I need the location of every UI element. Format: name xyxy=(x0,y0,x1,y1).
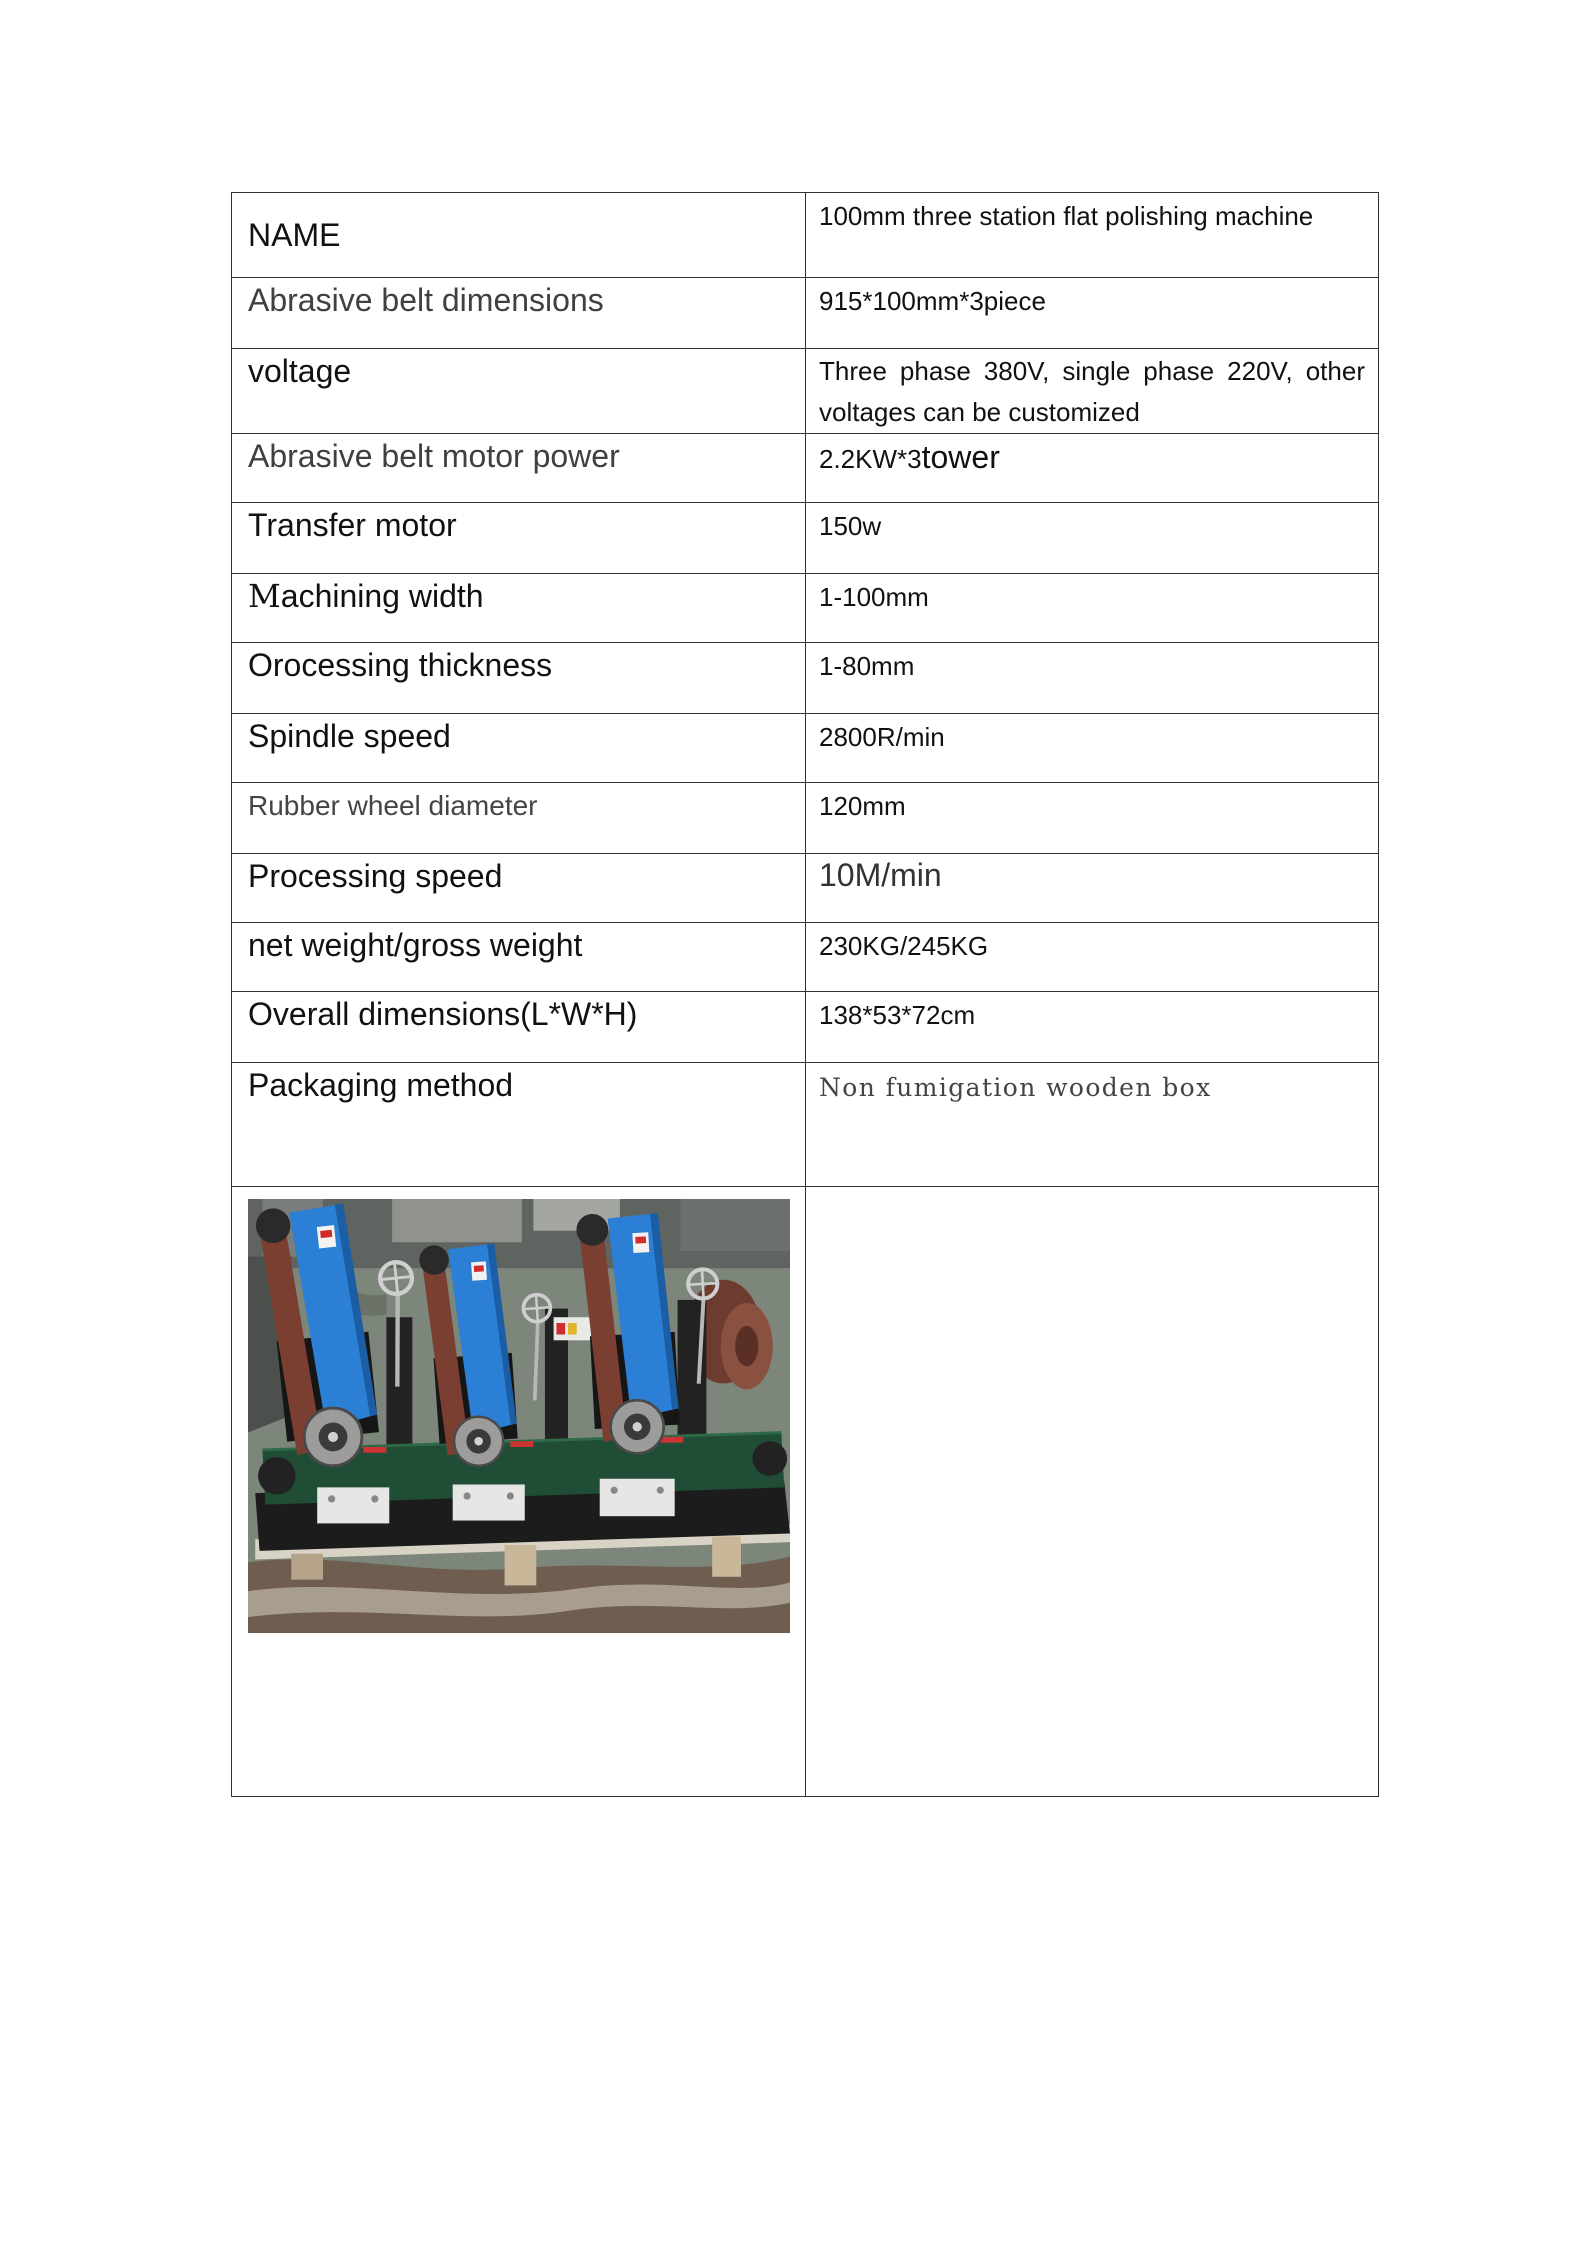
spec-label-net-gross-weight: net weight/gross weight xyxy=(232,923,806,992)
pallet-post xyxy=(505,1545,537,1585)
motor-power-value: 2.2KW*3 xyxy=(819,444,922,474)
spec-value-voltage: Three phase 380V, single phase 220V, other voltages can be customized xyxy=(806,349,1379,434)
spec-label-processing-speed: Processing speed xyxy=(232,854,806,923)
machining-width-label: Machining width xyxy=(248,577,484,615)
spec-value-abrasive-belt-dimensions: 915*100mm*3piece xyxy=(806,278,1379,349)
conveyor-roller xyxy=(753,1441,788,1476)
spec-row xyxy=(232,434,1379,503)
spec-row xyxy=(232,854,1379,923)
spec-label-abrasive-belt-motor-power: Abrasive belt motor power xyxy=(232,434,806,503)
spec-label-packaging-method: Packaging method xyxy=(232,1063,806,1187)
electrical-box xyxy=(554,1317,591,1340)
spec-row xyxy=(232,1063,1379,1187)
spec-value-spindle-speed: 2800R/min xyxy=(806,714,1379,783)
spec-row xyxy=(232,349,1379,434)
spec-label-spindle-speed: Spindle speed xyxy=(232,714,806,783)
machine-photo xyxy=(248,1199,790,1633)
spec-row xyxy=(232,714,1379,783)
spec-value-net-gross-weight: 230KG/245KG xyxy=(806,923,1379,992)
spec-row xyxy=(232,278,1379,349)
pallet-post xyxy=(712,1536,741,1576)
spec-value-transfer-motor: 150w xyxy=(806,503,1379,574)
spec-label-processing-thickness: Orocessing thickness xyxy=(232,643,806,714)
spec-row xyxy=(232,783,1379,854)
spec-value-abrasive-belt-motor-power xyxy=(806,434,1379,503)
spec-row xyxy=(232,193,1379,278)
spec-label-voltage: voltage xyxy=(232,349,806,434)
spec-row xyxy=(232,923,1379,992)
spec-table xyxy=(231,192,1379,1797)
pallet-post xyxy=(291,1554,323,1580)
spec-value-machining-width: 1-100mm xyxy=(806,574,1379,643)
spec-value-packaging-method: Non fumigation wooden box xyxy=(806,1063,1379,1187)
spec-label-rubber-wheel-diameter: Rubber wheel diameter xyxy=(232,783,806,854)
spec-row xyxy=(232,574,1379,643)
spec-value-name: 100mm three station flat polishing machine xyxy=(806,193,1379,278)
conveyor-roller xyxy=(258,1457,295,1494)
motor-power-suffix: tower xyxy=(921,439,1000,475)
spec-row xyxy=(232,503,1379,574)
spec-row xyxy=(232,992,1379,1063)
spec-value-overall-dimensions: 138*53*72cm xyxy=(806,992,1379,1063)
spec-label-machining-width xyxy=(232,574,806,643)
spec-label-overall-dimensions: Overall dimensions(L*W*H) xyxy=(232,992,806,1063)
photo-cell xyxy=(232,1187,806,1797)
spec-value-processing-speed: 10M/min xyxy=(806,854,1379,923)
spec-label-abrasive-belt-dimensions: Abrasive belt dimensions xyxy=(232,278,806,349)
spec-row xyxy=(232,643,1379,714)
spec-value-processing-thickness: 1-80mm xyxy=(806,643,1379,714)
photo-row xyxy=(232,1187,1379,1797)
empty-cell xyxy=(806,1187,1379,1797)
spec-label-name: NAME xyxy=(232,193,806,278)
spec-value-rubber-wheel-diameter: 120mm xyxy=(806,783,1379,854)
spec-label-transfer-motor: Transfer motor xyxy=(232,503,806,574)
